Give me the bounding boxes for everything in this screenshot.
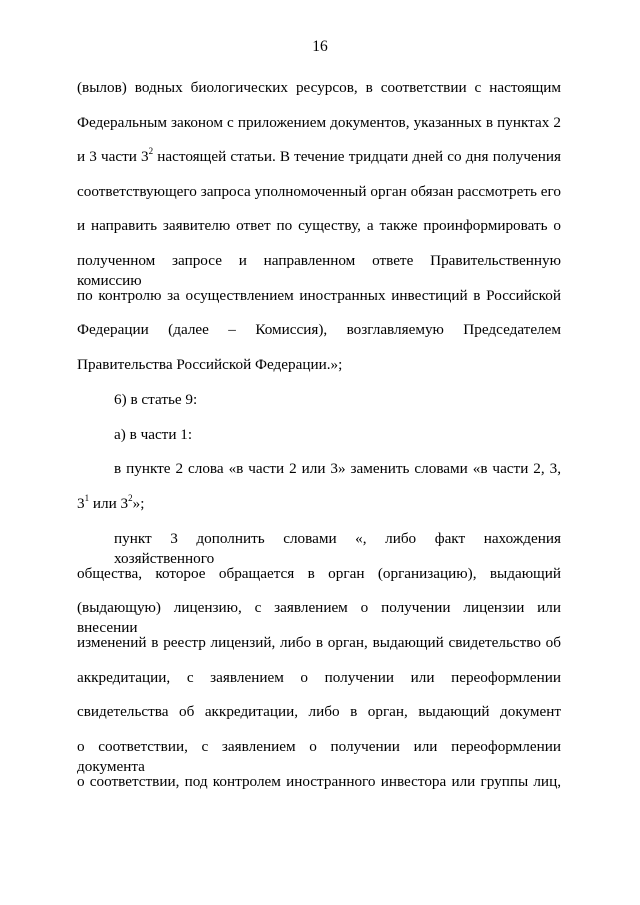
text-line: Правительства Российской Федерации.»;	[77, 356, 343, 373]
text-line	[77, 147, 561, 167]
text-line: (выдающую) лицензию, с заявлением о получении лицензии или внесении	[77, 599, 561, 636]
text-line: пункт 3 дополнить словами «, либо факт нахождения хозяйственного	[114, 530, 561, 567]
text-line: о соответствии, с заявлением о получении или переоформлении документа	[77, 738, 561, 775]
text-fragment: »;	[132, 495, 145, 512]
text-fragment: или 3	[89, 495, 129, 512]
text-line	[77, 494, 561, 514]
superscript: 2	[128, 492, 133, 503]
text-line: Федеральным законом с приложением документов, указанных в пунктах 2	[77, 114, 561, 131]
text-line: полученном запросе и направленном ответе Правительственную комиссию	[77, 252, 561, 289]
text-line: свидетельства об аккредитации, либо в орган, выдающий документ	[77, 703, 561, 720]
text-line: в пункте 2 слова «в части 2 или 3» заменить словами «в части 2, 3,	[114, 460, 561, 477]
text-line: по контролю за осуществлением иностранных инвестиций в Российской	[77, 287, 561, 304]
text-line: а) в части 1:	[114, 426, 193, 443]
page-number: 16	[312, 38, 328, 55]
text-line: общества, которое обращается в орган (организацию), выдающий	[77, 565, 561, 582]
text-line: (вылов) водных биологических ресурсов, в соответствии с настоящим	[77, 79, 561, 96]
text-line: 6) в статье 9:	[114, 391, 198, 408]
text-line: о соответствии, под контролем иностранного инвестора или группы лиц,	[77, 773, 561, 790]
text-line: изменений в реестр лицензий, либо в орган, выдающий свидетельство об	[77, 634, 561, 651]
text-line: Федерации (далее – Комиссия), возглавляемую Председателем	[77, 321, 561, 338]
text-fragment: 3	[77, 495, 85, 512]
text-line: соответствующего запроса уполномоченный орган обязан рассмотреть его	[77, 183, 561, 200]
text-fragment: и 3 части 3	[77, 148, 149, 165]
text-line: аккредитации, с заявлением о получении или переоформлении	[77, 669, 561, 686]
superscript: 2	[148, 145, 154, 156]
text-fragment: настоящей статьи. В течение тридцати дней со дня получения	[153, 148, 562, 165]
text-line: и направить заявителю ответ по существу, а также проинформировать о	[77, 217, 561, 234]
superscript: 1	[84, 492, 90, 503]
